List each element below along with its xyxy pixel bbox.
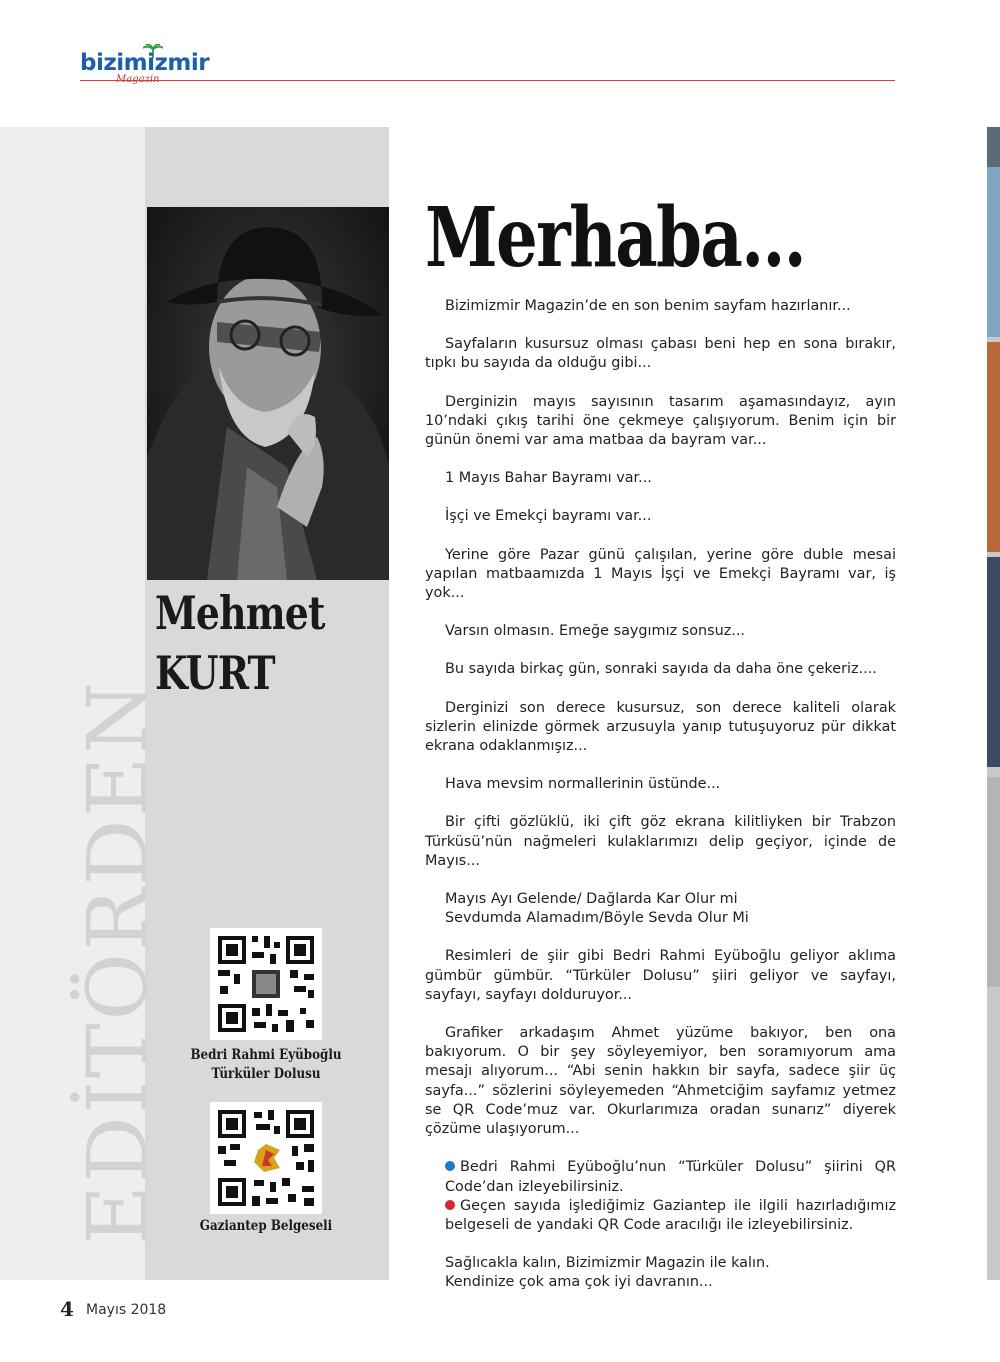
article-paragraph: Bir çifti gözlüklü, iki çift göz ekrana kilitliyken bir Trabzon Türküsü’nün nağmeleri kulaklarımızı delip geçiyor, içinde de Mayıs... bbox=[425, 814, 896, 869]
article-paragraph: Yerine göre Pazar günü çalışılan, yerine göre duble mesai yapılan matbaamızda 1 Mayıs İşçi ve Emekçi Bayramı var, iş yok... bbox=[425, 546, 896, 602]
article-paragraph: Hava mevsim normallerinin üstünde... bbox=[445, 776, 721, 793]
issue-date: Mayıs 2018 bbox=[86, 1302, 167, 1318]
article-paragraph: 1 Mayıs Bahar Bayramı var... bbox=[445, 470, 652, 487]
magazine-logo bbox=[80, 46, 220, 92]
editor-first-name: Mehmet bbox=[155, 586, 325, 640]
qr-caption-line: Türküler Dolusu bbox=[211, 1066, 321, 1082]
qr-note-text: Bedri Rahmi Eyüboğlu’nun “Türküler Dolusu” şiirini QR Code’dan izleyebilirsiniz. bbox=[445, 1159, 896, 1195]
red-dot-icon bbox=[445, 1200, 455, 1210]
article-paragraph: Varsın olmasın. Emeğe saygımız sonsuz... bbox=[445, 623, 746, 640]
next-page-edge bbox=[987, 127, 1000, 1280]
qr-caption-gaziantep bbox=[181, 1217, 351, 1236]
closing-lines bbox=[425, 1254, 896, 1292]
article-paragraph: Sayfaların kusursuz olması çabası beni hep en sona bırakır, tıpkı bu sayıda da olduğu gibi... bbox=[425, 336, 896, 372]
header-rule bbox=[80, 80, 895, 81]
qr-notes bbox=[425, 1158, 896, 1235]
article-paragraph: Bu sayıda birkaç gün, sonraki sayıda da daha öne çekeriz.... bbox=[445, 661, 877, 678]
poem-line: Sevdumda Alamadım/Böyle Sevda Olur Mi bbox=[445, 910, 749, 927]
qr-caption-line: Bedri Rahmi Eyüboğlu bbox=[190, 1047, 342, 1063]
article-paragraph: Derginizin mayıs sayısının tasarım aşamasındayız, ayın 10’ndaki çıkış tarihi öne çekmeye çalışıyorum. Benim için bir günün önemi var ama matbaa da bayram var... bbox=[425, 393, 896, 449]
section-label-vertical: EDİTÖRDEN bbox=[71, 678, 166, 1245]
article-paragraph: Derginizi son derece kusursuz, son derece kaliteli olarak sizlerin elinizde görmek arzusuyla yanıp tutuşuyoruz pür dikkat ekrana odaklanmışız... bbox=[425, 699, 896, 755]
poem-line: Mayıs Ayı Gelende/ Dağlarda Kar Olur mi bbox=[445, 891, 738, 908]
qr-code-icon bbox=[210, 928, 322, 1040]
portrait-illustration bbox=[147, 207, 389, 580]
article-paragraph: Bizimizmir Magazin’de en son benim sayfam hazırlanır... bbox=[445, 298, 851, 314]
article-paragraph: Resimleri de şiir gibi Bedri Rahmi Eyüboğlu geliyor aklıma gümbür gümbür. “Türküler Dolusu” şiiri geliyor ve sayfayı, sayfayı, sayfayı dolduruyor... bbox=[425, 948, 896, 1003]
blue-dot-icon bbox=[445, 1161, 455, 1171]
closing-line: Sağlıcakla kalın, Bizimizmir Magazin ile kalın. bbox=[445, 1255, 770, 1272]
article-paragraph: Grafiker arkadaşım Ahmet yüzüme bakıyor, ben ona bakıyorum. O bir şey söyleyemiyor, ben soramıyorum ama mesajı alıyorum... “Abi senin hakkın bir sayfa, sadece şiir üç sayfa...” sözlerini söyleyemeden “Ahmetciğim sayfamız yetmez se QR Code’muz var. Okurlarımıza oradan sunarız” diyerek çözüme ulaşıyorum... bbox=[425, 1025, 896, 1138]
qr-note-item bbox=[425, 1158, 896, 1196]
closing-line: Kendinize çok ama çok iyi davranın... bbox=[445, 1274, 713, 1291]
article-body bbox=[425, 297, 896, 1312]
qr-note-item bbox=[425, 1197, 896, 1235]
logo-wordmark: bizimizmir bbox=[80, 50, 210, 76]
qr-code-icon bbox=[210, 1102, 322, 1214]
poem-quote bbox=[425, 890, 896, 928]
editor-portrait-photo bbox=[147, 207, 389, 580]
qr-note-text: Geçen sayıda işlediğimiz Gaziantep ile ilgili hazırladığımız belgeseli de yandaki QR Code aracılığı ile izleyebilirsiniz. bbox=[445, 1197, 896, 1233]
page-number: 4 bbox=[60, 1297, 74, 1321]
qr-code-turkuler-dolusu[interactable] bbox=[210, 928, 322, 1040]
qr-caption-turkuler bbox=[181, 1046, 351, 1084]
article-title: Merhaba... bbox=[425, 190, 806, 286]
qr-code-gaziantep[interactable] bbox=[210, 1102, 322, 1214]
editor-last-name: KURT bbox=[155, 646, 275, 700]
qr-caption-line: Gaziantep Belgeseli bbox=[199, 1218, 333, 1234]
article-paragraph: İşçi ve Emekçi bayramı var... bbox=[445, 508, 652, 525]
